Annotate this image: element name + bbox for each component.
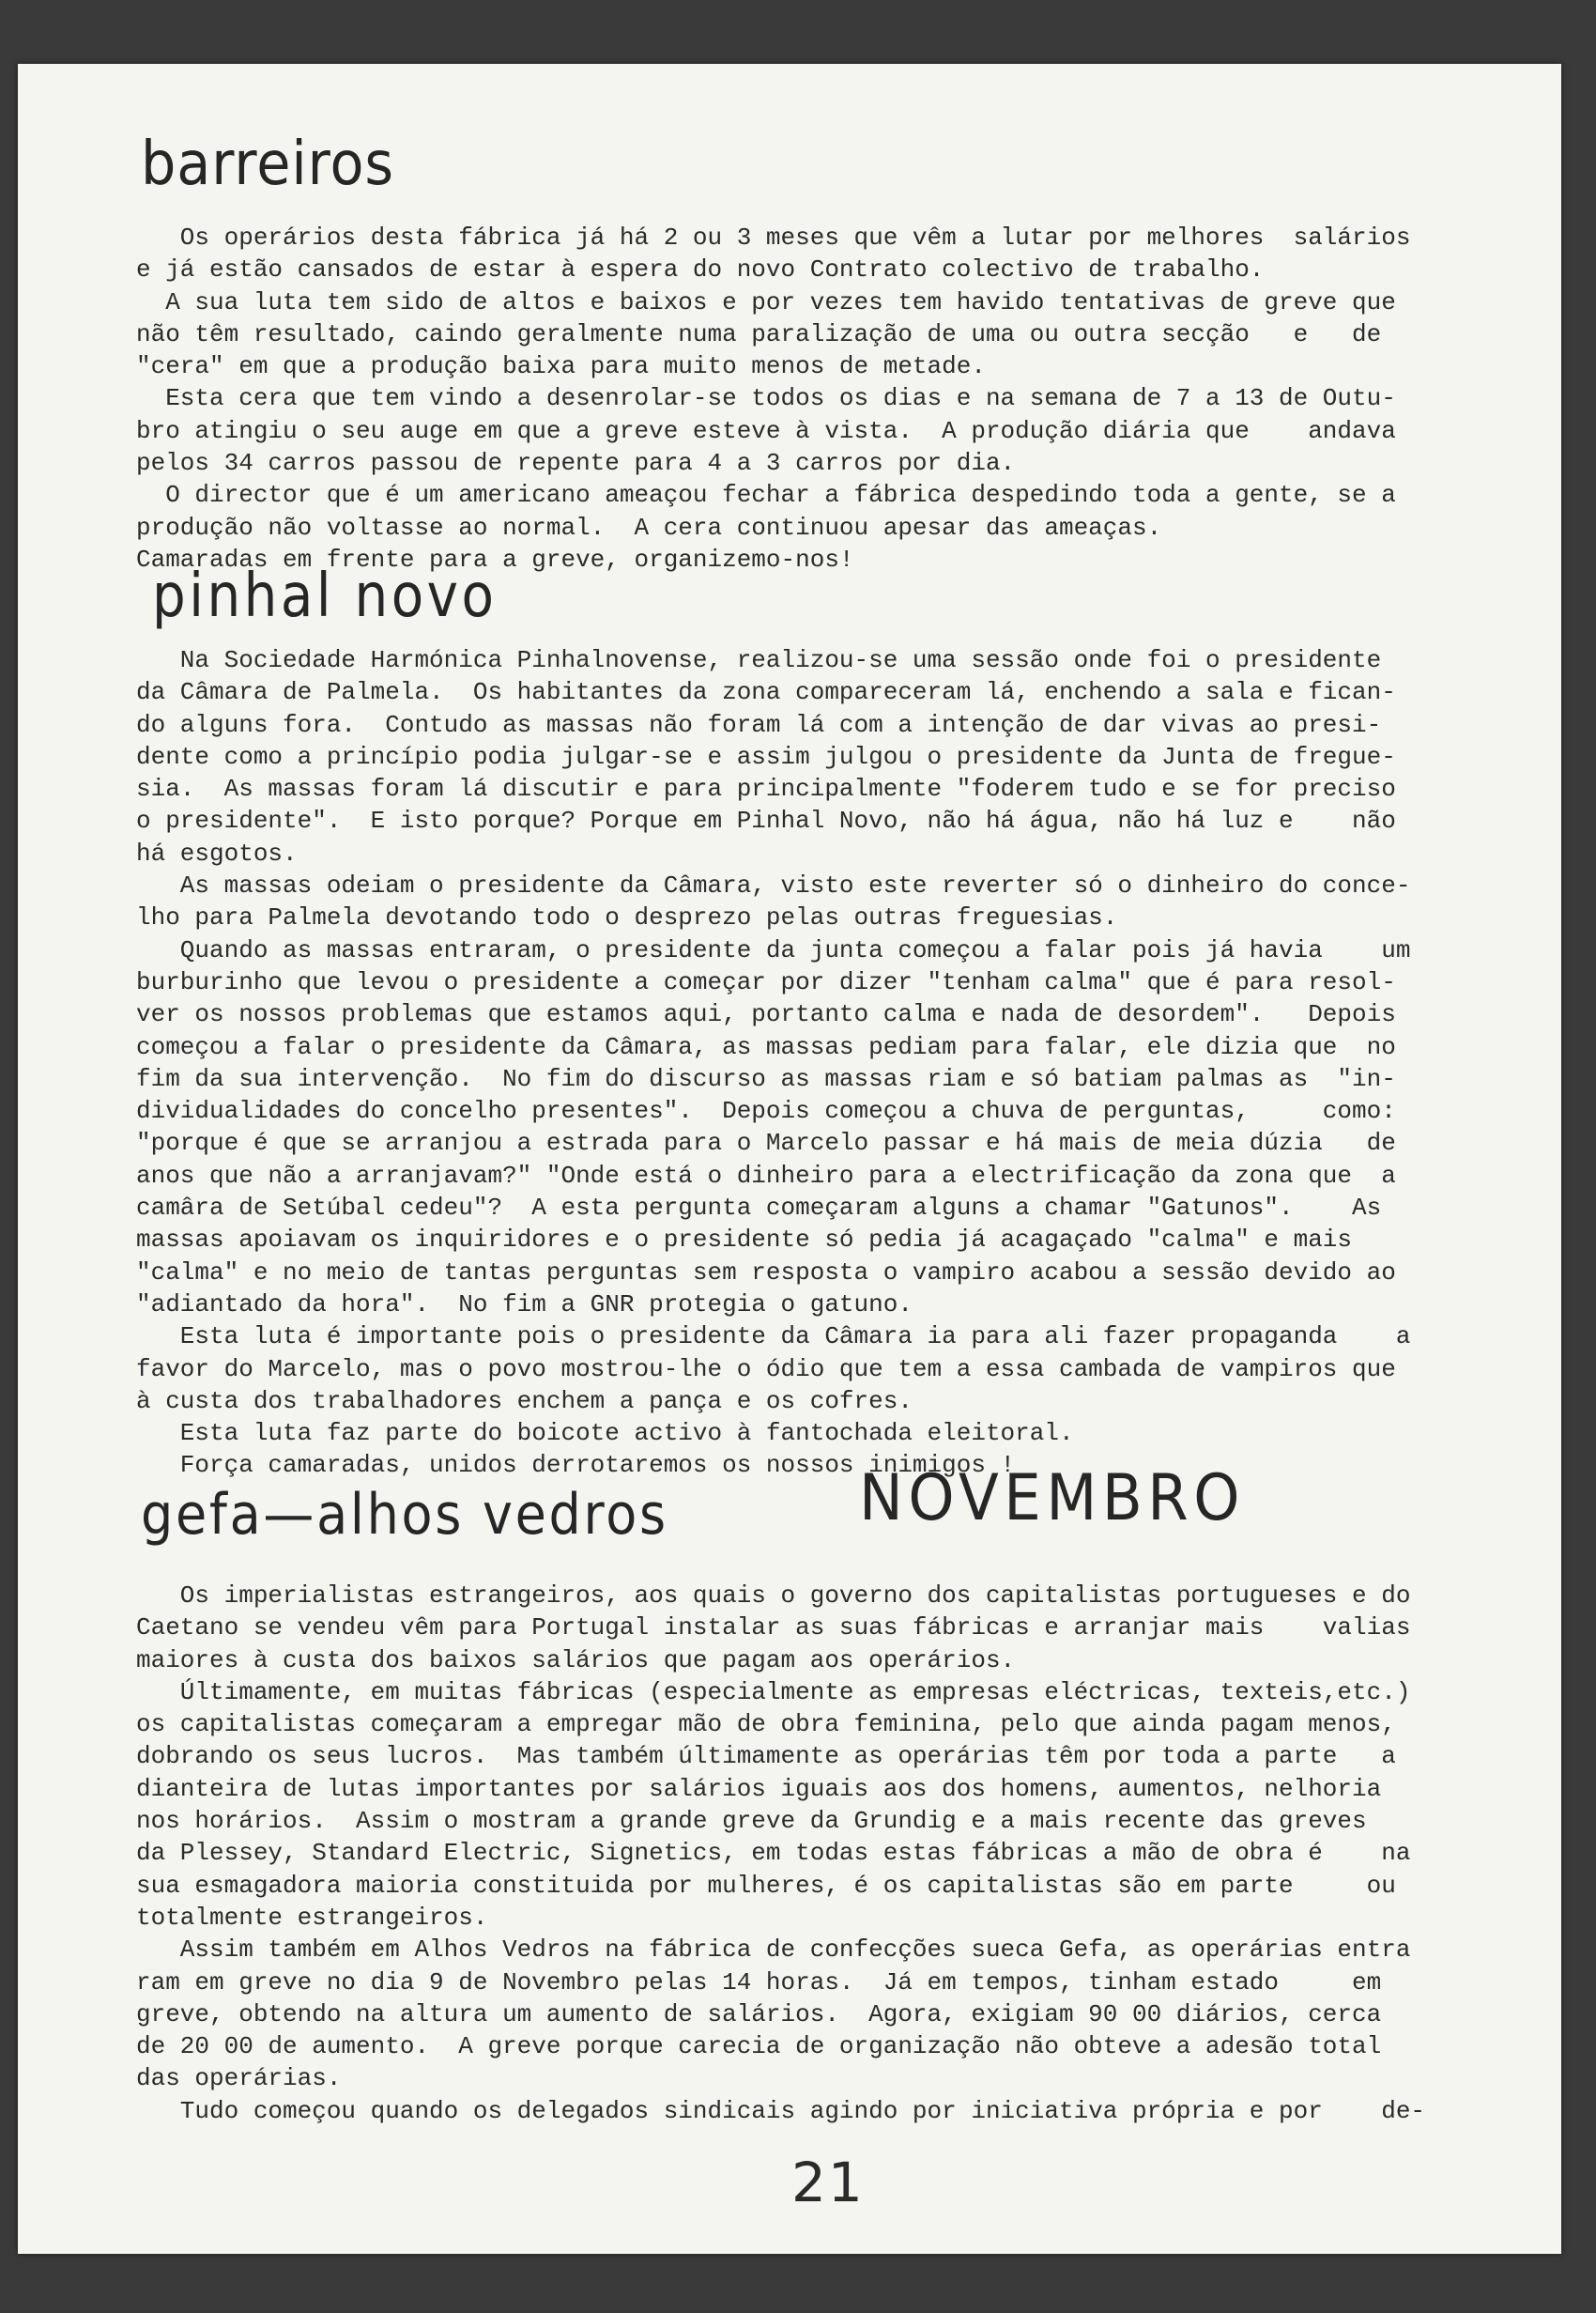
text-line: O director que é um americano ameaçou fechar a fábrica despedindo toda a gente, se a bbox=[136, 481, 1396, 510]
text-line: produção não voltasse ao normal. A cera continuou apesar das ameaças. bbox=[136, 513, 1162, 542]
text-line: não têm resultado, caindo geralmente numa paralização de uma ou outra secção e de bbox=[136, 319, 1382, 348]
text-line: Últimamente, em muitas fábricas (especialmente as empresas eléctricas, texteis,etc.) bbox=[136, 1677, 1411, 1706]
text-line: de 20 00 de aumento. A greve porque carecia de organização não obteve a adesão total bbox=[136, 2032, 1382, 2061]
text-line: Esta cera que tem vindo a desenrolar-se todos os dias e na semana de 7 a 13 de Outu- bbox=[136, 384, 1396, 413]
section-heading-gefa-alhos-vedros: gefa—alhos vedros bbox=[141, 1482, 668, 1548]
text-line: começou a falar o presidente da Câmara, as massas pediam para falar, ele dizia que no bbox=[136, 1032, 1396, 1061]
text-line: "porque é que se arranjou a estrada para o Marcelo passar e há mais de meia dúzia de bbox=[136, 1129, 1396, 1158]
text-line: há esgotos. bbox=[136, 839, 298, 868]
text-line: da Câmara de Palmela. Os habitantes da zona compareceram lá, enchendo a sala e fican- bbox=[136, 678, 1396, 707]
text-line: Caetano se vendeu vêm para Portugal instalar as suas fábricas e arranjar mais valias bbox=[136, 1613, 1411, 1642]
section-heading-month: NOVEMBRO bbox=[859, 1461, 1246, 1535]
text-line: Esta luta faz parte do boicote activo à fantochada eleitoral. bbox=[136, 1419, 1074, 1448]
text-line: As massas odeiam o presidente da Câmara, visto este reverter só o dinheiro do conce- bbox=[136, 871, 1411, 901]
text-line: dobrando os seus lucros. Mas também últimamente as operárias têm por toda a parte a bbox=[136, 1742, 1396, 1771]
text-line: à custa dos trabalhadores enchem a pança e os cofres. bbox=[136, 1386, 913, 1415]
text-line: "adiantado da hora". No fim a GNR protegia o gatuno. bbox=[136, 1289, 913, 1318]
text-line: greve, obtendo na altura um aumento de salários. Agora, exigiam 90 00 diários, cerca bbox=[136, 1999, 1382, 2028]
text-line: Os operários desta fábrica já há 2 ou 3 meses que vêm a lutar por melhores salários bbox=[136, 224, 1411, 252]
text-line: da Plessey, Standard Electric, Signetics, em todas estas fábricas a mão de obra é na bbox=[136, 1839, 1411, 1868]
text-line: Os imperialistas estrangeiros, aos quais o governo dos capitalistas portugueses e do bbox=[136, 1581, 1411, 1610]
article-gefa-alhos-vedros bbox=[136, 1580, 1488, 2127]
text-line: dividualidades do concelho presentes". Depois começou a chuva de perguntas, como: bbox=[136, 1097, 1396, 1126]
section-heading-barreiros: barreiros bbox=[141, 130, 395, 199]
text-line: Esta luta é importante pois o presidente da Câmara ia para ali fazer propaganda a bbox=[136, 1322, 1411, 1351]
text-line: A sua luta tem sido de altos e baixos e por vezes tem havido tentativas de greve que bbox=[136, 287, 1396, 316]
text-line: ram em greve no dia 9 de Novembro pelas 14 horas. Já em tempos, tinham estado em bbox=[136, 1967, 1382, 1997]
text-line: nos horários. Assim o mostram a grande greve da Grundig e a mais recente das greves bbox=[136, 1807, 1367, 1836]
text-line: Tudo começou quando os delegados sindicais agindo por iniciativa própria e por de- bbox=[136, 2096, 1426, 2125]
text-line: ver os nossos problemas que estamos aqui, portanto calma e nada de desordem". Depois bbox=[136, 1000, 1396, 1029]
section-heading-pinhal-novo: pinhal novo bbox=[152, 562, 498, 631]
text-line: massas apoiavam os inquiridores e o presidente só pedia já acagaçado "calma" e mais bbox=[136, 1226, 1353, 1255]
text-line: Força camaradas, unidos derrotaremos os nossos inimigos ! bbox=[136, 1451, 1016, 1480]
text-line: Assim também em Alhos Vedros na fábrica de confecções sueca Gefa, as operárias entra bbox=[136, 1935, 1411, 1965]
text-line: fim da sua intervenção. No fim do discurso as massas riam e só batiam palmas as "in- bbox=[136, 1064, 1396, 1093]
text-line: sua esmagadora maioria constituida por mulheres, é os capitalistas são em parte ou bbox=[136, 1871, 1396, 1900]
text-line: "cera" em que a produção baixa para muito menos de metade. bbox=[136, 352, 986, 381]
text-line: do alguns fora. Contudo as massas não foram lá com a intenção de dar vivas ao presi- bbox=[136, 710, 1382, 739]
text-line: maiores à custa dos baixos salários que pagam aos operários. bbox=[136, 1645, 1016, 1674]
text-line: Camaradas em frente para a greve, organizemo-nos! bbox=[136, 545, 854, 574]
text-line: Na Sociedade Harmónica Pinhalnovense, realizou-se uma sessão onde foi o presidente bbox=[136, 646, 1382, 674]
text-line: camâra de Setúbal cedeu"? A esta pergunta começaram alguns a chamar "Gatunos". As bbox=[136, 1194, 1382, 1223]
text-line: "calma" e no meio de tantas perguntas sem resposta o vampiro acabou a sessão devido ao bbox=[136, 1257, 1396, 1287]
text-line: o presidente". E isto porque? Porque em Pinhal Novo, não há água, não há luz e não bbox=[136, 807, 1396, 836]
text-line: anos que não a arranjavam?" "Onde está o dinheiro para a electrificação da zona que a bbox=[136, 1161, 1396, 1190]
text-line: os capitalistas começaram a empregar mão de obra feminina, pelo que ainda pagam menos, bbox=[136, 1710, 1396, 1739]
text-line: dente como a princípio podia julgar-se e assim julgou o presidente da Junta de fregue- bbox=[136, 742, 1396, 771]
article-barreiros bbox=[136, 222, 1488, 576]
text-line: burburinho que levou o presidente a começar por dizer "tenham calma" que é para resol- bbox=[136, 967, 1396, 996]
article-pinhal-novo bbox=[136, 644, 1488, 1482]
text-line: sia. As massas foram lá discutir e para principalmente "foderem tudo e se for preciso bbox=[136, 775, 1396, 804]
text-line: favor do Marcelo, mas o povo mostrou-lhe o ódio que tem a essa cambada de vampiros que bbox=[136, 1354, 1396, 1383]
text-line: lho para Palmela devotando todo o desprezo pelas outras freguesias. bbox=[136, 903, 1118, 933]
text-line: dianteira de lutas importantes por salários iguais aos dos homens, aumentos, nelhoria bbox=[136, 1774, 1382, 1803]
text-line: e já estão cansados de estar à espera do novo Contrato colectivo de trabalho. bbox=[136, 255, 1265, 285]
text-line: totalmente estrangeiros. bbox=[136, 1903, 488, 1932]
page-number: 21 bbox=[791, 2151, 865, 2214]
text-line: pelos 34 carros passou de repente para 4 a 3 carros por dia. bbox=[136, 449, 1016, 478]
text-line: bro atingiu o seu auge em que a greve esteve à vista. A produção diária que andava bbox=[136, 416, 1396, 445]
text-line: das operárias. bbox=[136, 2064, 342, 2093]
text-line: Quando as massas entraram, o presidente da junta começou a falar pois já havia um bbox=[136, 935, 1411, 964]
